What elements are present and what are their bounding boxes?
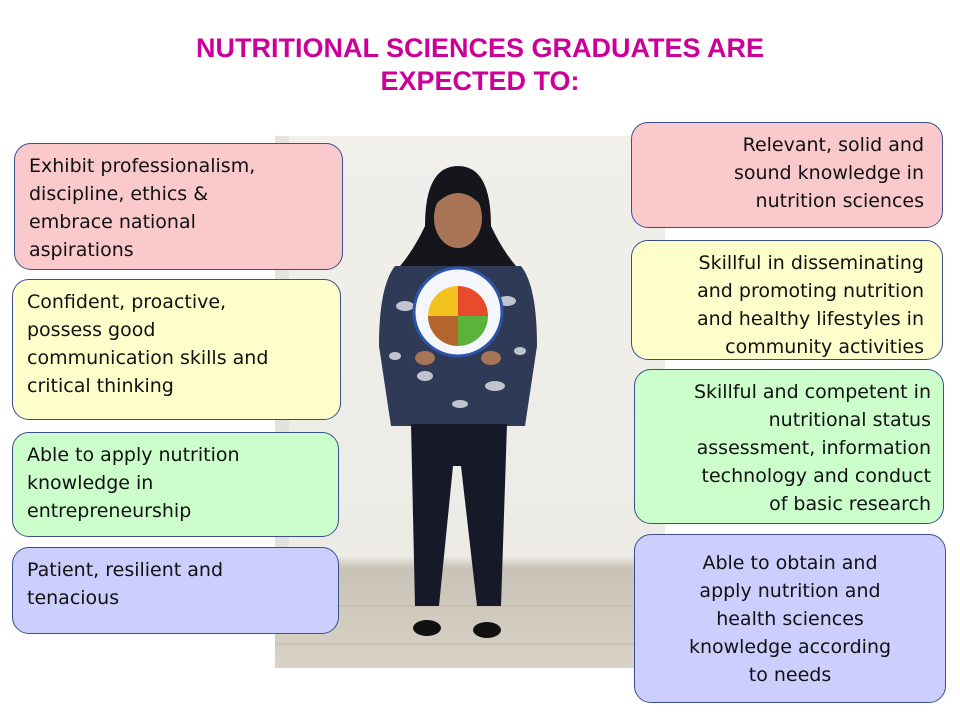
outcome-professionalism: Exhibit professionalism, discipline, ethics & embrace national aspirations [14,143,343,270]
outcome-apply-knowledge: Able to obtain and apply nutrition and health sciences knowledge according to needs [634,534,946,703]
outcome-communication: Confident, proactive, possess good communication skills and critical thinking [12,279,341,420]
outcome-assessment-research: Skillful and competent in nutritional status assessment, information technology and conduct of basic research [634,369,944,524]
outcome-knowledge: Relevant, solid and sound knowledge in nutrition sciences [631,122,943,228]
outcome-resilience: Patient, resilient and tenacious [12,547,339,634]
outcome-entrepreneurship: Able to apply nutrition knowledge in entrepreneurship [12,432,339,537]
outcome-disseminating: Skillful in disseminating and promoting nutrition and healthy lifestyles in community activities [631,240,943,360]
page-title: NUTRITIONAL SCIENCES GRADUATES ARE EXPECTED TO: [195,33,765,96]
